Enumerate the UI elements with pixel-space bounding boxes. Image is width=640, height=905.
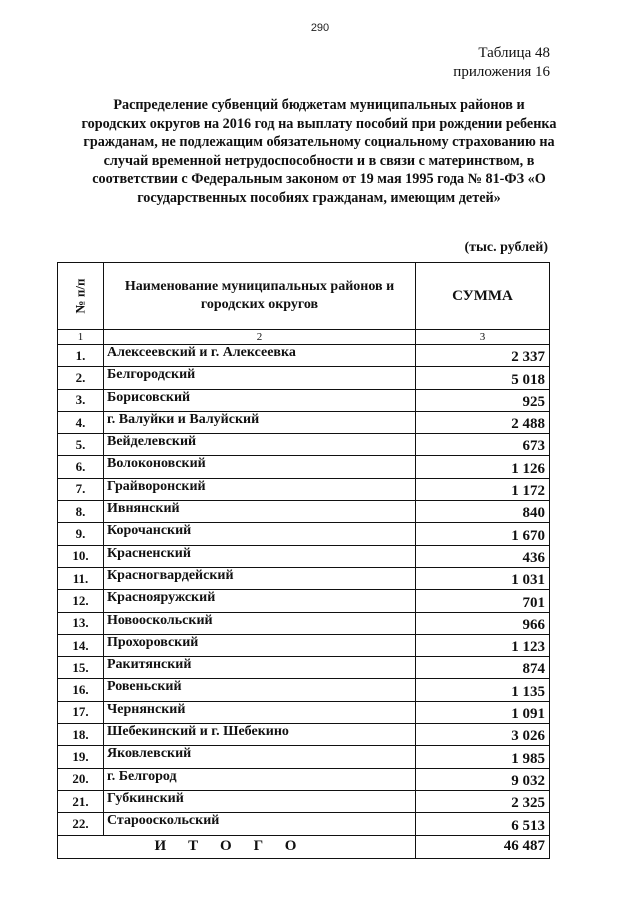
row-number: 3. [58, 389, 104, 411]
table-row [58, 456, 550, 478]
header-sum: СУММА [416, 263, 550, 330]
row-sum: 1 123 [416, 634, 550, 656]
row-name: Борисовский [104, 389, 416, 411]
row-number: 9. [58, 523, 104, 545]
row-name: Шебекинский и г. Шебекино [104, 724, 416, 746]
row-sum: 1 031 [416, 567, 550, 589]
row-name: Красногвардейский [104, 567, 416, 589]
row-number: 21. [58, 790, 104, 812]
row-number: 13. [58, 612, 104, 634]
row-number: 8. [58, 501, 104, 523]
table-row [58, 590, 550, 612]
table-row [58, 545, 550, 567]
table-row [58, 768, 550, 790]
table-body [58, 263, 550, 859]
page-number: 290 [310, 22, 330, 34]
total-label: ИТОГО [58, 835, 416, 858]
row-name: Алексеевский и г. Алексеевка [104, 345, 416, 367]
table-row [58, 501, 550, 523]
table-row [58, 657, 550, 679]
row-name: г. Валуйки и Валуйский [104, 411, 416, 433]
row-name: Вейделевский [104, 434, 416, 456]
table-row [58, 634, 550, 656]
index-col-1: 1 [58, 330, 104, 345]
row-name: Корочанский [104, 523, 416, 545]
table-row [58, 746, 550, 768]
document-heading: Распределение субвенций бюджетам муниципальных районов и городских округов на 2016 год на выплату пособий при рождении ребенка гражданам, не подлежащим обязательному социальному страхованию на случай временной нетрудоспособности и в связи с материнством, в соответствии с Федеральным законом от 19 мая 1995 года № 81-ФЗ «О государственных пособиях гражданам, имеющим детей» [81, 97, 557, 206]
table-header-row [58, 263, 550, 330]
row-number: 7. [58, 478, 104, 500]
row-name: Прохоровский [104, 634, 416, 656]
row-number: 6. [58, 456, 104, 478]
row-number: 15. [58, 657, 104, 679]
row-number: 14. [58, 634, 104, 656]
row-sum: 2 337 [416, 345, 550, 367]
index-col-2: 2 [104, 330, 416, 345]
table-row [58, 790, 550, 812]
header-number [58, 263, 104, 330]
row-number: 17. [58, 701, 104, 723]
row-number: 16. [58, 679, 104, 701]
row-sum: 1 985 [416, 746, 550, 768]
table-row [58, 813, 550, 835]
row-sum: 1 135 [416, 679, 550, 701]
row-sum: 2 325 [416, 790, 550, 812]
row-sum: 966 [416, 612, 550, 634]
index-col-3: 3 [416, 330, 550, 345]
row-sum: 840 [416, 501, 550, 523]
row-name: Чернянский [104, 701, 416, 723]
row-number: 10. [58, 545, 104, 567]
row-sum: 1 670 [416, 523, 550, 545]
row-number: 4. [58, 411, 104, 433]
row-sum: 3 026 [416, 724, 550, 746]
row-name: Старооскольский [104, 813, 416, 835]
row-name: Новооскольский [104, 612, 416, 634]
row-name: Яковлевский [104, 746, 416, 768]
units-label: (тыс. рублей) [464, 240, 548, 255]
table-row [58, 367, 550, 389]
row-sum: 436 [416, 545, 550, 567]
table-row [58, 478, 550, 500]
row-sum: 1 172 [416, 478, 550, 500]
row-name: Ивнянский [104, 501, 416, 523]
row-name: Краснояружский [104, 590, 416, 612]
row-number: 19. [58, 746, 104, 768]
table-index-row [58, 330, 550, 345]
table-row [58, 389, 550, 411]
row-number: 11. [58, 567, 104, 589]
row-number: 18. [58, 724, 104, 746]
table-reference-line1: Таблица 48 [478, 45, 550, 61]
header-number-label: № п/п [72, 278, 88, 313]
row-sum: 701 [416, 590, 550, 612]
row-name: Красненский [104, 545, 416, 567]
table-row [58, 434, 550, 456]
row-number: 1. [58, 345, 104, 367]
row-sum: 1 126 [416, 456, 550, 478]
table-row [58, 567, 550, 589]
row-number: 12. [58, 590, 104, 612]
row-sum: 5 018 [416, 367, 550, 389]
row-sum: 6 513 [416, 813, 550, 835]
row-sum: 1 091 [416, 701, 550, 723]
table-row [58, 345, 550, 367]
row-name: Грайворонский [104, 478, 416, 500]
row-number: 22. [58, 813, 104, 835]
table-reference [453, 44, 550, 82]
subvention-table [57, 262, 550, 859]
row-number: 20. [58, 768, 104, 790]
table-row [58, 411, 550, 433]
row-name: Губкинский [104, 790, 416, 812]
row-sum: 9 032 [416, 768, 550, 790]
row-name: Ракитянский [104, 657, 416, 679]
table-row [58, 612, 550, 634]
row-name: Ровеньский [104, 679, 416, 701]
row-sum: 874 [416, 657, 550, 679]
header-name: Наименование муниципальных районов и городских округов [104, 263, 416, 330]
row-sum: 673 [416, 434, 550, 456]
row-sum: 2 488 [416, 411, 550, 433]
table-row [58, 701, 550, 723]
table-row [58, 724, 550, 746]
total-sum: 46 487 [416, 835, 550, 858]
table-row [58, 523, 550, 545]
row-name: Волоконовский [104, 456, 416, 478]
table-total-row [58, 835, 550, 858]
row-name: г. Белгород [104, 768, 416, 790]
table-row [58, 679, 550, 701]
table-reference-line2: приложения 16 [453, 64, 550, 80]
row-number: 5. [58, 434, 104, 456]
row-sum: 925 [416, 389, 550, 411]
row-name: Белгородский [104, 367, 416, 389]
row-number: 2. [58, 367, 104, 389]
